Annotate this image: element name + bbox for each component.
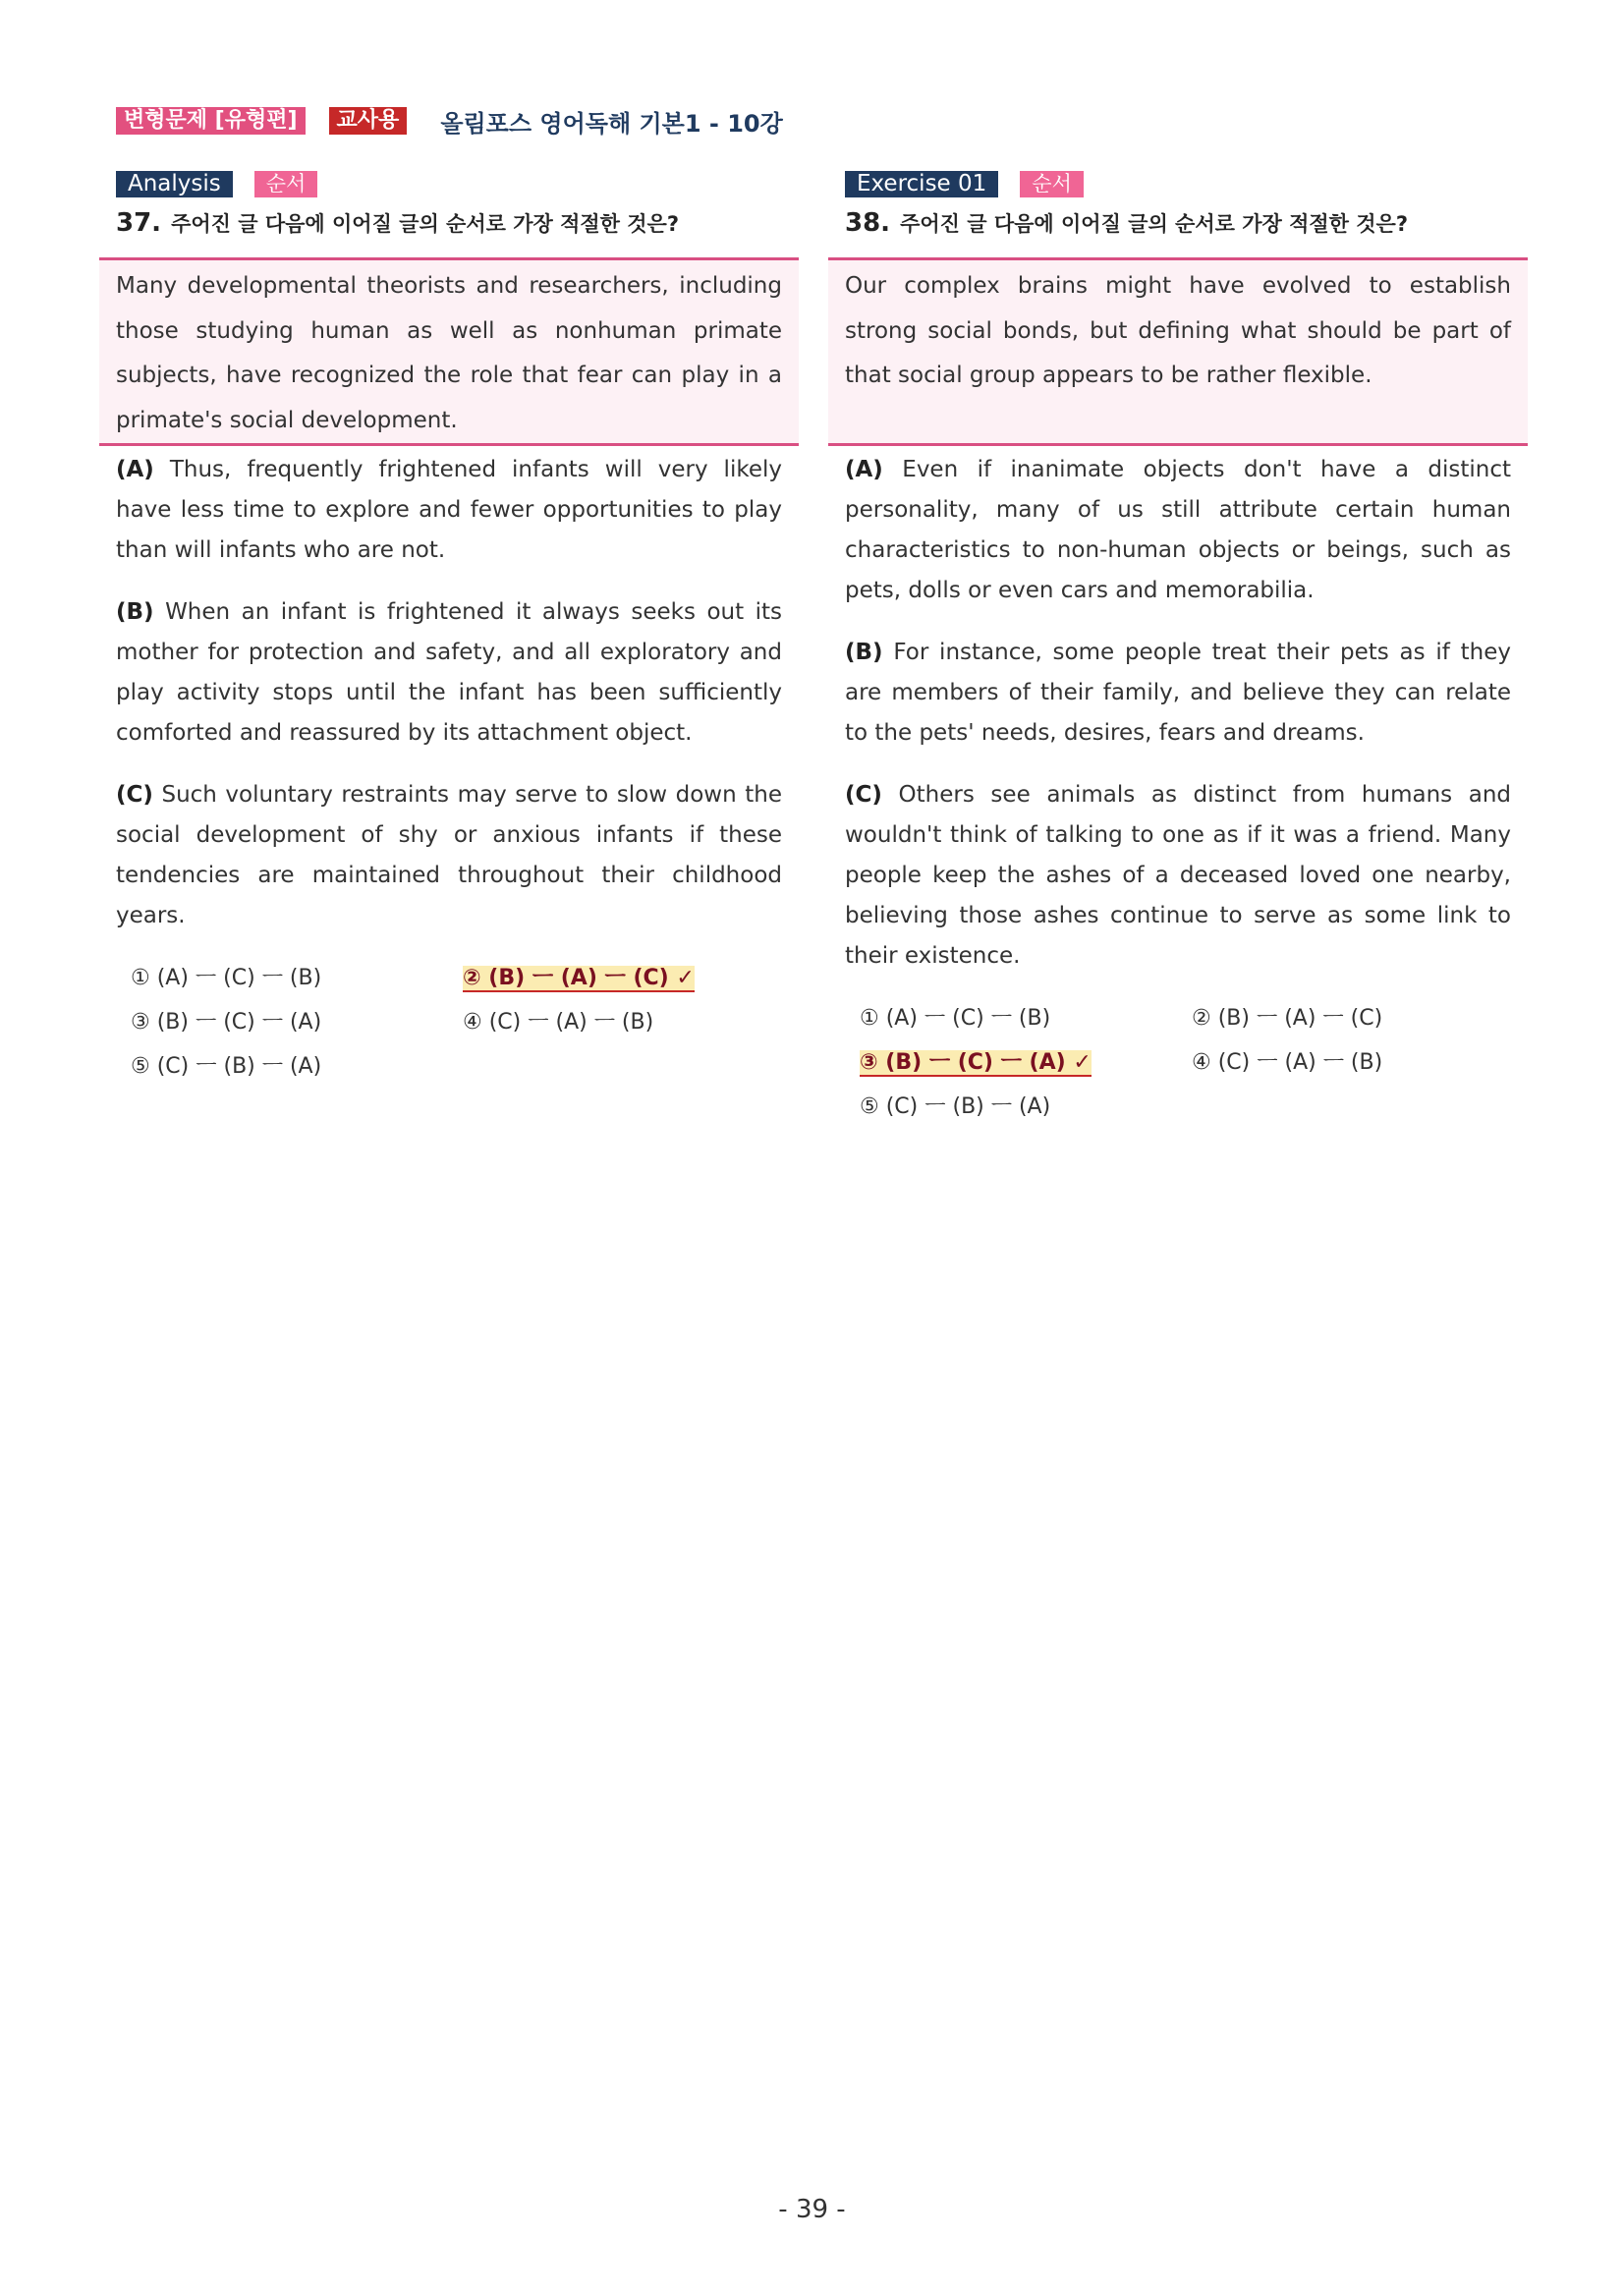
question-text: 주어진 글 다음에 이어질 글의 순서로 가장 적절한 것은? [171,212,680,236]
passage-c [116,775,782,936]
section-label-row [99,169,799,198]
question-number: 38. [845,208,891,238]
answer-choices [99,958,799,1087]
passage-mark: (B) [116,599,154,625]
passage-text: For instance, some people treat their pets as if they are members of their family, and believe they can relate to the pets' needs, desires, fears and dreams. [845,640,1512,746]
passage-options [99,450,799,936]
passage-mark: (C) [845,782,882,808]
question-number: 37. [116,208,162,238]
exercise-label: Exercise 01 [845,171,998,197]
type-tag: 변형문제 [유형편] [116,107,306,135]
given-passage: Our complex brains might have evolved to establish strong social bonds, but defining what should be part of that social group appears to be rather flexible. [828,257,1528,446]
passage-text: When an infant is frightened it always seeks out its mother for protection and safety, and all exploratory and play activity stops until the infant has been sufficiently comforted and reassured by its attachment object. [116,599,783,746]
question-text: 주어진 글 다음에 이어질 글의 순서로 가장 적절한 것은? [900,212,1409,236]
question-37-column [99,169,799,1087]
choice-5[interactable]: ⑤ (C) ㅡ (B) ㅡ (A) [131,1054,322,1079]
book-title: 올림포스 영어독해 기본1 - 10강 [440,109,783,138]
passage-text: Such voluntary restraints may serve to slow down the social development of shy or anxious infants if these tendencies are maintained throughout their childhood years. [116,782,782,928]
question-heading [828,208,1528,244]
choice-4[interactable]: ④ (C) ㅡ (A) ㅡ (B) [1192,1050,1383,1075]
answer-choices [828,998,1528,1127]
passage-mark: (A) [116,457,154,482]
section-label-row [828,169,1528,198]
passage-b [845,633,1511,754]
choice-1[interactable]: ① (A) ㅡ (C) ㅡ (B) [860,1006,1051,1031]
choice-3[interactable]: ③ (B) ㅡ (C) ㅡ (A) [131,1010,322,1035]
choice-2[interactable]: ② (B) ㅡ (A) ㅡ (C) [1192,1006,1383,1031]
order-badge: 순서 [254,171,318,197]
choice-2-correct[interactable]: ② (B) ㅡ (A) ㅡ (C) ✓ [463,966,695,990]
choice-3-correct[interactable]: ③ (B) ㅡ (C) ㅡ (A) ✓ [860,1050,1092,1075]
question-heading [99,208,799,244]
passage-b [116,592,782,754]
choice-4[interactable]: ④ (C) ㅡ (A) ㅡ (B) [463,1010,654,1035]
passage-mark: (B) [845,640,883,665]
page-header [116,104,783,138]
choice-5[interactable]: ⑤ (C) ㅡ (B) ㅡ (A) [860,1094,1051,1119]
passage-text: Even if inanimate objects don't have a distinct personality, many of us still attribute certain human characteristics to non-human objects or beings, such as pets, dolls or even cars and memorabilia. [845,457,1511,603]
given-passage: Many developmental theorists and researchers, including those studying human as well as nonhuman primate subjects, have recognized the role that fear can play in a primate's social development. [99,257,799,446]
question-38-column [828,169,1528,1127]
passage-text: Thus, frequently frightened infants will very likely have less time to explore and fewer opportunities to play than will infants who are not. [116,457,782,563]
passage-a [845,450,1511,611]
passage-mark: (A) [845,457,883,482]
order-badge: 순서 [1020,171,1084,197]
choice-1[interactable]: ① (A) ㅡ (C) ㅡ (B) [131,966,322,990]
passage-c [845,775,1511,977]
passage-a [116,450,782,571]
passage-mark: (C) [116,782,153,808]
analysis-label: Analysis [116,171,233,197]
teacher-tag: 교사용 [329,107,408,135]
passage-text: Others see animals as distinct from humans and wouldn't think of talking to one as if it was a friend. Many people keep the ashes of a deceased loved one nearby, believing those ashes continue to serve as some link to their existence. [845,782,1512,969]
page-number: - 39 - [778,2195,846,2224]
passage-options [828,450,1528,977]
